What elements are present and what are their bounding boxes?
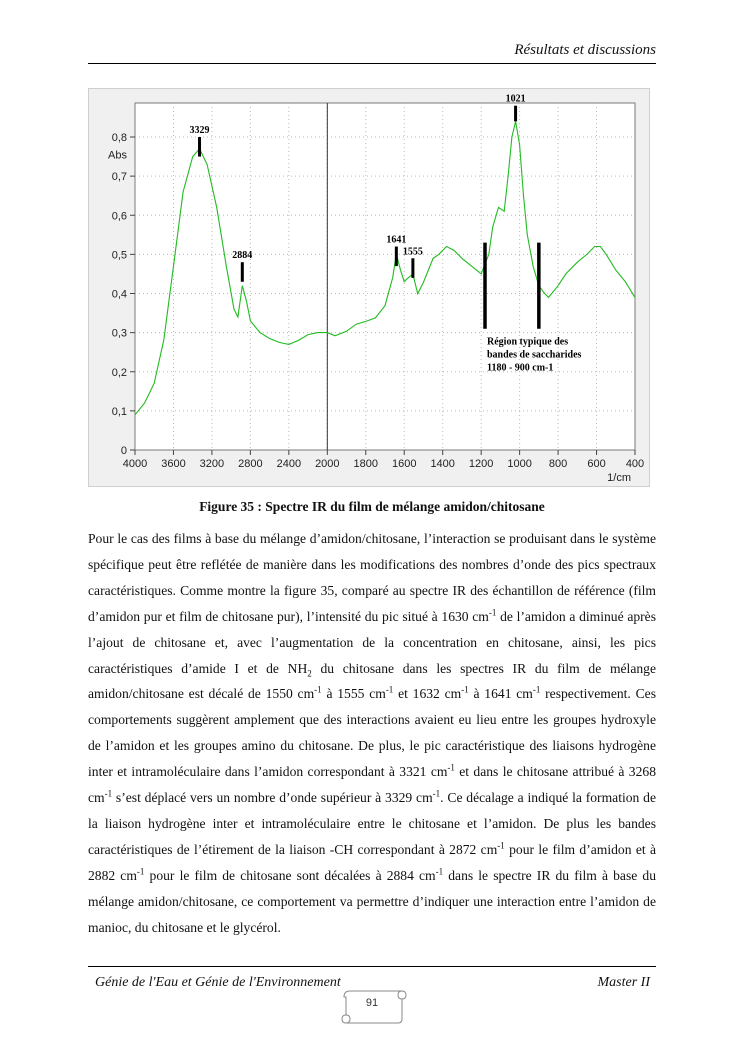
y-tick-label: 0,5 [111,249,127,262]
superscript: -1 [488,607,497,618]
text-run: s’est déplacé vers un nombre d’onde supérieur à 3329 cm [112,790,433,806]
text-run: respectivement. Ces comportements suggèrent amplement que des interactions avaient eu lieu entre les groupes hydroxyle de l’amidon et les groupes amino du chitosane. De plus, le pic caractéristique des liaisons hydrogène inter et intramoléculaire dans l’amidon correspondant à 3321 cm [88,686,656,780]
x-tick-label: 3600 [161,458,186,470]
x-tick-label: 2000 [315,458,340,470]
x-tick-label: 2800 [238,458,263,470]
y-tick-label: 0 [120,445,127,457]
header-rule [88,63,656,64]
text-run: dans le spectre IR du film à base du mélange amidon/chitosane, ce comportement va permettre d’indiquer une interaction entre l’amidon de manioc, du chitosane et le glycérol. [88,867,656,935]
x-tick-label: 4000 [122,458,148,470]
x-axis-label: 1/cm [607,472,631,484]
peak-label: 1021 [505,93,526,105]
ir-spectrum-chart [89,89,649,486]
body-paragraph [88,526,656,941]
running-header: Résultats et discussions [514,42,656,58]
x-tick-label: 1800 [353,458,379,470]
peak-label: 1641 [386,234,407,246]
x-tick-label: 1600 [391,458,417,470]
region-label-line: bandes de saccharides [487,349,582,361]
footer-degree: Master II [597,975,650,990]
text-run: du chitosane dans les spectres IR du film de mélange amidon/chitosane est décalé de 1550 cm [88,660,656,702]
superscript: -1 [432,788,441,799]
region-label-line: Région typique des [487,336,569,348]
superscript: -1 [532,684,541,695]
x-tick-label: 1200 [468,458,494,470]
x-tick-label: 600 [587,458,606,470]
superscript: -1 [136,866,145,877]
superscript: -1 [435,866,444,877]
superscript: -1 [447,762,455,773]
footer-rule [88,966,656,967]
x-tick-label: 800 [548,458,568,470]
text-run: et dans le chitosane attribué à 3268 cm [88,764,656,806]
x-tick-label: 3200 [199,458,225,470]
text-run: Pour le cas des films à base du mélange d’amidon/chitosane, l’interaction se produisant dans le système spécifique peut être reflétée de manière dans les modifications des nombres d’onde des pics spectraux caractéristiques. Comme montre la figure 35, comparé au spectre IR des échantillon de référence (film d’amidon pur et film de chitosane pur), l’intensité du pic situé à 1630 cm [88,531,656,624]
y-tick-label: 0,2 [111,366,127,379]
x-tick-label: 2400 [276,458,302,470]
plot-area [135,103,635,450]
y-tick-label: 0,4 [111,288,127,301]
superscript: -1 [497,840,505,851]
figure-caption: Figure 35 : Spectre IR du film de mélange amidon/chitosane [199,499,545,514]
peak-label: 1555 [402,246,423,258]
ir-spectrum-figure [88,88,650,487]
x-tick-label: 1000 [507,458,532,470]
text-run: à 1555 cm [321,686,386,702]
page-number: 91 [365,997,379,1009]
peak-label: 2884 [232,250,253,262]
text-run: pour le film de chitosane sont décalées à 2884 cm [144,867,436,883]
text-run: de l’amidon a diminué après l’ajout de chitosane et, avec l’augmentation de la concentration en chitosane, ainsi, les pics caractéristiques d’amide I et de NH [88,608,656,676]
text-run: à 1641 cm [468,686,533,702]
y-tick-label: 0,6 [111,210,127,223]
superscript: -1 [385,684,394,695]
page-number-scroll [340,985,408,1027]
y-axis-label: Abs [108,149,127,162]
text-run: . Ce décalage a indiqué la formation de la liaison hydrogène inter et intramoléculaire entre le chitosane et l’amidon. De plus les bandes caractéristiques de l’étirement de la liaison -CH correspondant à 2872 cm [88,790,656,857]
subscript: 2 [307,668,312,679]
text-run: et 1632 cm [393,686,462,702]
superscript: -1 [314,684,322,695]
x-tick-label: 400 [625,458,645,470]
footer-department: Génie de l'Eau et Génie de l'Environnement [95,975,341,990]
x-tick-label: 1400 [430,458,455,470]
text-run: pour le film d’amidon et à 2882 cm [88,841,656,883]
region-label-line: 1180 - 900 cm-1 [487,362,554,374]
superscript: -1 [461,684,469,695]
y-tick-label: 0,7 [111,171,127,184]
y-tick-label: 0,1 [111,405,127,418]
y-tick-label: 0,3 [111,327,127,340]
y-tick-label: 0,8 [111,132,127,144]
peak-label: 3329 [189,125,210,136]
superscript: -1 [104,788,113,799]
